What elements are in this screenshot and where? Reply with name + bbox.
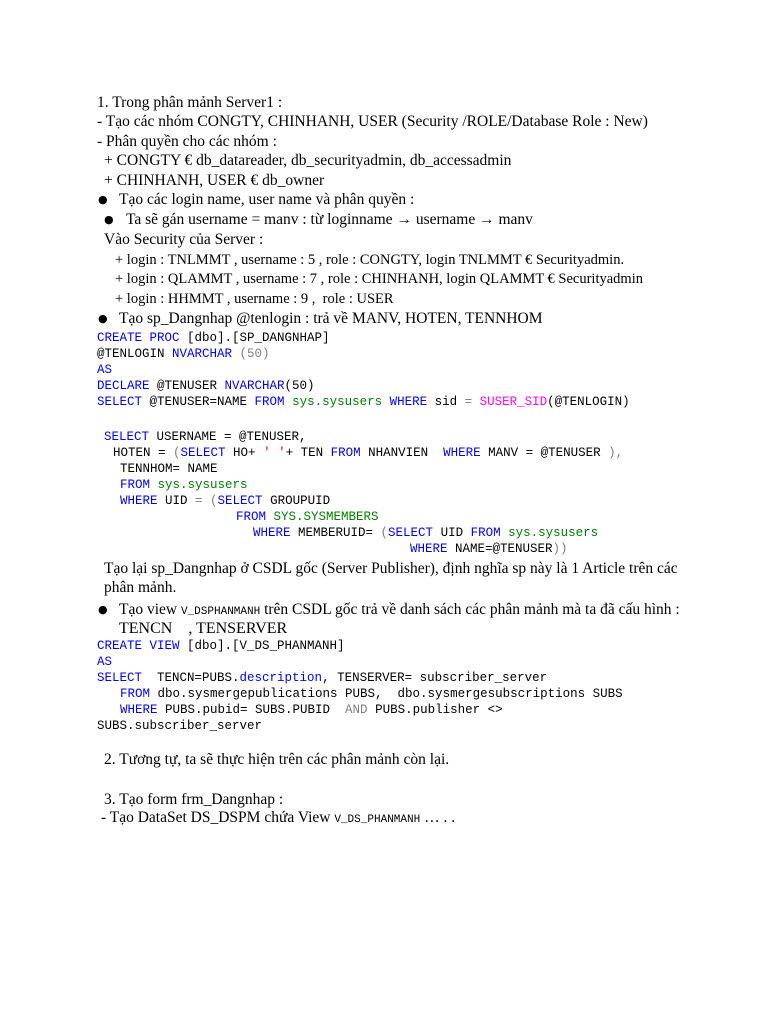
view-columns-line: TENCN , TENSERVER (119, 620, 288, 637)
sql-line: SELECT @TENUSER=NAME FROM sys.sysusers WHERE sid = SUSER_SID(@TENLOGIN) (97, 395, 630, 409)
sql-line: AS (97, 655, 113, 669)
sp-publisher-line: Tạo lại sp_Dangnhap ở CSDL gốc (Server Publisher), định nghĩa sp này là 1 Article trên các (104, 560, 678, 577)
dataset-line: - Tạo DataSet DS_DSPM chứa View V_DS_PHANMANH … . . (101, 809, 456, 826)
sql-line: WHERE UID = (SELECT GROUPUID (120, 494, 331, 508)
sql-line: CREATE PROC [dbo].[SP_DANGNHAP] (97, 331, 330, 345)
sql-line: WHERE MEMBERUID= (SELECT UID FROM sys.sysusers (253, 526, 599, 540)
section-1-title: 1. Trong phân mảnh Server1 : (97, 94, 283, 111)
sql-line: FROM sys.sysusers (120, 478, 248, 492)
congty-roles-line: + CONGTY € db_datareader, db_securityadmin, db_accessadmin (104, 152, 512, 169)
bullet-icon: ● (98, 312, 108, 325)
sql-line: FROM SYS.SYSMEMBERS (236, 510, 379, 524)
bullet-icon: ● (104, 213, 114, 226)
login-tnlmmt-line: + login : TNLMMT , username : 5 , role : CONGTY, login TNLMMT € Securityadmin. (115, 252, 625, 268)
sql-line: SELECT USERNAME = @TENUSER, (104, 430, 307, 444)
sql-line: @TENLOGIN NVARCHAR (50) (97, 347, 270, 361)
permission-line: - Phân quyền cho các nhóm : (97, 133, 277, 150)
groups-line: - Tạo các nhóm CONGTY, CHINHANH, USER (Security /ROLE/Database Role : New) (97, 113, 648, 130)
sql-line: CREATE VIEW [dbo].[V_DS_PHANMANH] (97, 639, 345, 653)
bullet-login-line: Tạo các login name, user name và phân quyền : (119, 191, 415, 208)
security-line: Vào Security của Server : (104, 231, 264, 248)
sql-line: SELECT TENCN=PUBS.description, TENSERVER= subscriber_server (97, 671, 548, 685)
login-qlammt-line: + login : QLAMMT , username : 7 , role : CHINHANH, login QLAMMT € Securityadmin (115, 271, 643, 287)
bullet-username-line: Ta sẽ gán username = manv : từ loginname → username → manv (126, 211, 533, 228)
sql-line: AS (97, 363, 113, 377)
bullet-view-line: Tạo view V_DSPHANMANH trên CSDL gốc trả về danh sách các phân mảnh mà ta đã cấu hình : (119, 601, 680, 618)
bullet-sp-line: Tạo sp_Dangnhap @tenlogin : trả về MANV, HOTEN, TENNHOM (119, 310, 543, 327)
section-3-title: 3. Tạo form frm_Dangnhap : (104, 791, 284, 808)
sql-line: WHERE NAME=@TENUSER)) (410, 542, 568, 556)
chinhanh-roles-line: + CHINHANH, USER € db_owner (104, 172, 325, 189)
sql-line: HOTEN = (SELECT HO+ ' '+ TEN FROM NHANVIEN WHERE MANV = @TENUSER ), (113, 446, 624, 460)
sql-line: TENNHOM= NAME (120, 462, 218, 476)
section-2-title: 2. Tương tự, ta sẽ thực hiện trên các phân mảnh còn lại. (104, 751, 450, 768)
sql-line: FROM dbo.sysmergepublications PUBS, dbo.sysmergesubscriptions SUBS (120, 687, 623, 701)
sql-line: DECLARE @TENUSER NVARCHAR(50) (97, 379, 315, 393)
sql-line: WHERE PUBS.pubid= SUBS.PUBID AND PUBS.publisher <> (120, 703, 503, 717)
bullet-icon: ● (98, 193, 108, 206)
login-hhmmt-line: + login : HHMMT , username : 9 , role : USER (115, 291, 394, 307)
sql-line: SUBS.subscriber_server (97, 719, 263, 733)
sp-publisher-line-2: phân mảnh. (104, 579, 177, 596)
bullet-icon: ● (98, 603, 108, 616)
